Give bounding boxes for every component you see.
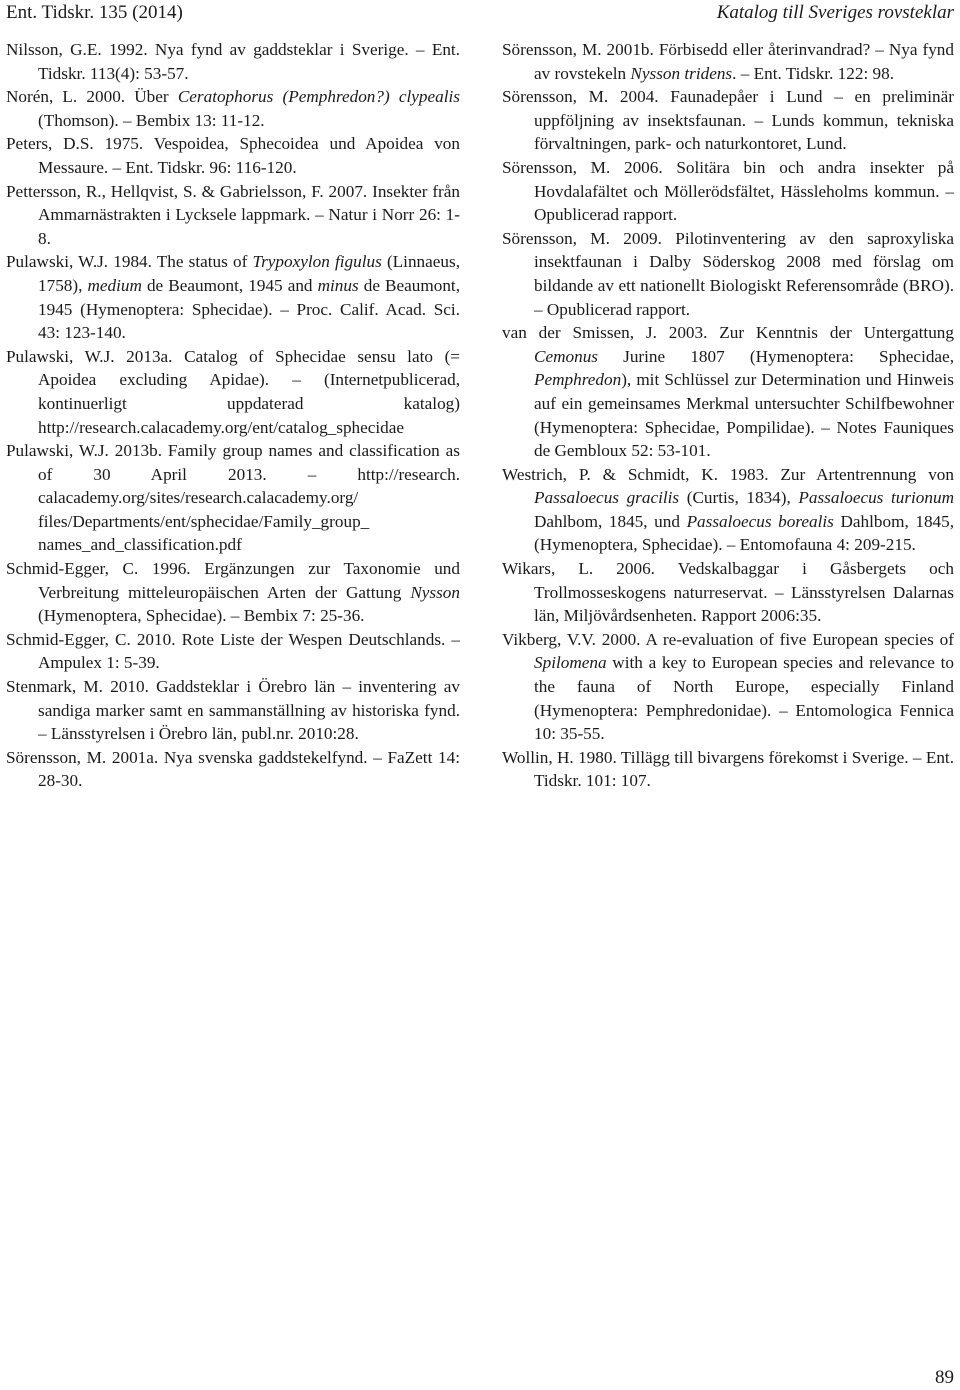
reference-text: Pettersson, R., Hellqvist, S. & Gabrielsson, F. 2007. Insekter från Ammarnästrakten i Lycksele lappmark. – Natur i Norr 26: 1-8.	[6, 181, 460, 248]
taxon-name-italic: Trypoxylon figulus	[252, 252, 382, 272]
reference-entry	[502, 227, 954, 321]
reference-text: van der Smissen, J. 2003. Zur Kenntnis der Untergattung	[502, 323, 954, 343]
reference-entry	[502, 746, 954, 793]
reference-entry	[6, 250, 460, 344]
reference-entry	[502, 85, 954, 156]
reference-entry	[502, 321, 954, 463]
reference-text: Sörensson, M. 2004. Faunadepåer i Lund – en preliminär uppföljning av insektsfaunan. – Lunds kommun, tekniska förvaltningen, park- och naturkontoret, Lund.	[502, 87, 954, 154]
reference-text: Sörensson, M. 2001a. Nya svenska gaddstekelfynd. – FaZett 14: 28-30.	[6, 747, 460, 791]
reference-text: Peters, D.S. 1975. Vespoidea, Sphecoidea und Apoidea von Messaure. – Ent. Tidskr. 96: 116-120.	[6, 134, 460, 177]
reference-entry	[6, 85, 460, 132]
reference-entry	[6, 345, 460, 439]
reference-entry	[6, 746, 460, 793]
reference-entry	[6, 132, 460, 179]
reference-text: Sörensson, M. 2009. Pilotinventering av den saproxyliska insektfaunan i Dalby Söderskog 2008 med förslag om bildande av ett nationellt Biologiskt Referensområde (BRO). – Opublicerad rapport.	[502, 228, 954, 319]
taxon-name-italic: Spilomena	[534, 653, 607, 673]
reference-entry	[6, 439, 460, 557]
reference-entry	[502, 38, 954, 85]
reference-entry	[502, 557, 954, 628]
taxon-name-italic: Ceratophorus (Pemphredon?) clypealis	[177, 87, 460, 107]
taxon-name-italic: medium	[87, 275, 142, 295]
reference-text: ), mit Schlüssel zur Determination und Hinweis auf ein gemeinsames Merkmal untersuchter Schilfbewohner (Hymenoptera: Sphecidae, Pompilidae). – Notes Fauniques de Gembloux 52: 53-101.	[534, 370, 954, 461]
reference-text: Stenmark, M. 2010. Gaddsteklar i Örebro län – inventering av sandiga marker samt en sammanställning av historiska fynd. – Länsstyrelsen i Örebro län, publ.nr. 2010:28.	[6, 677, 460, 744]
taxon-name-italic: Nysson tridens	[630, 63, 733, 83]
reference-text: . – Ent. Tidskr. 122: 98.	[732, 63, 895, 83]
reference-text: Schmid-Egger, C. 2010. Rote Liste der Wespen Deutschlands. – Ampulex 1: 5-39.	[6, 629, 460, 673]
running-header-title: Katalog till Sveriges rovsteklar	[716, 2, 954, 23]
reference-text: Pulawski, W.J. 2013a. Catalog of Sphecidae sensu lato (= Apoidea excluding Apidae). – (Internetpublicerad, kontinuerligt uppdaterad katalog) http://research.calacademy.org/ent/catalog_sphecidae	[6, 346, 460, 437]
reference-text: Sörensson, M. 2006. Solitära bin och andra insekter på Hovdalafältet och Möllerödsfältet, Hässleholms kommun. – Opublicerad rapport.	[502, 157, 954, 225]
reference-text: (Thomson). – Bembix 13: 11-12.	[38, 110, 265, 130]
reference-text: Norén, L. 2000. Über	[6, 87, 178, 107]
reference-text: (Curtis, 1834),	[679, 488, 799, 508]
reference-entry	[502, 156, 954, 227]
taxon-name-italic: Nysson	[410, 582, 460, 602]
taxon-name-italic: Cemonus	[534, 346, 598, 366]
reference-text: Dahlbom, 1845, und	[534, 511, 687, 531]
reference-text: Pulawski, W.J. 1984. The status of	[6, 252, 253, 272]
reference-text: Jurine 1807 (Hymenoptera: Sphecidae,	[597, 346, 954, 366]
reference-text: Schmid-Egger, C. 1996. Ergänzungen zur Taxonomie und Verbreitung mitteleuropäischen Arten der Gattung	[6, 559, 460, 602]
reference-text: de Beaumont, 1945 and	[141, 275, 318, 295]
reference-text: (Linnaeus, 1758),	[38, 252, 460, 295]
reference-entry	[6, 628, 460, 675]
reference-text: Wikars, L. 2006. Vedskalbaggar i Gåsbergets och Trollmosseskogens naturreservat. – Länsstyrelsen Dalarnas län, Miljövårdsenheten. Rapport 2006:35.	[502, 559, 954, 626]
reference-text: with a key to European species and relevance to the fauna of North Europe, especially Finland (Hymenoptera: Pemphredonidae). – Entomologica Fennica 10: 35-55.	[534, 653, 954, 744]
taxon-name-italic: Passaloecus borealis	[686, 511, 834, 531]
reference-text: de Beaumont, 1945 (Hymenoptera: Sphecidae). – Proc. Calif. Acad. Sci. 43: 123-140.	[38, 275, 460, 343]
reference-entry	[502, 628, 954, 746]
taxon-name-italic: Passaloecus turionum	[798, 488, 955, 508]
page-number: 89	[935, 1367, 954, 1388]
taxon-name-italic: Pemphredon	[534, 370, 622, 390]
taxon-name-italic: Passaloecus gracilis	[534, 488, 680, 508]
running-header-journal: Ent. Tidskr. 135 (2014)	[6, 2, 183, 23]
taxon-name-italic: minus	[317, 275, 359, 295]
reference-text: Nilsson, G.E. 1992. Nya fynd av gaddsteklar i Sverige. – Ent. Tidskr. 113(4): 53-57.	[6, 40, 460, 83]
reference-entry	[6, 180, 460, 251]
reference-text: Pulawski, W.J. 2013b. Family group names and classification as of 30 April 2013. – http://research. calacademy.org/sites/research.calacademy.org/ files/Departments/ent/sphecidae/Family_group_ names_and_classification.pdf	[6, 441, 460, 555]
reference-text: Dahlbom, 1845, (Hymenoptera, Sphecidae). – Entomofauna 4: 209-215.	[534, 511, 955, 555]
reference-text: Vikberg, V.V. 2000. A re-evaluation of five European species of	[502, 629, 954, 649]
reference-text: Wollin, H. 1980. Tillägg till bivargens förekomst i Sverige. – Ent. Tidskr. 101: 107.	[502, 747, 954, 791]
reference-entry	[6, 675, 460, 746]
reference-text: Westrich, P. & Schmidt, K. 1983. Zur Artentrennung von	[502, 464, 954, 484]
reference-column-left	[6, 38, 460, 793]
reference-entry	[6, 38, 460, 85]
reference-column-right	[502, 38, 954, 793]
reference-entry	[502, 463, 954, 557]
reference-entry	[6, 557, 460, 628]
reference-text: (Hymenoptera, Sphecidae). – Bembix 7: 25-36.	[38, 606, 365, 626]
reference-text: Sörensson, M. 2001b. Förbisedd eller återinvandrad? – Nya fynd av rovstekeln	[502, 40, 954, 83]
